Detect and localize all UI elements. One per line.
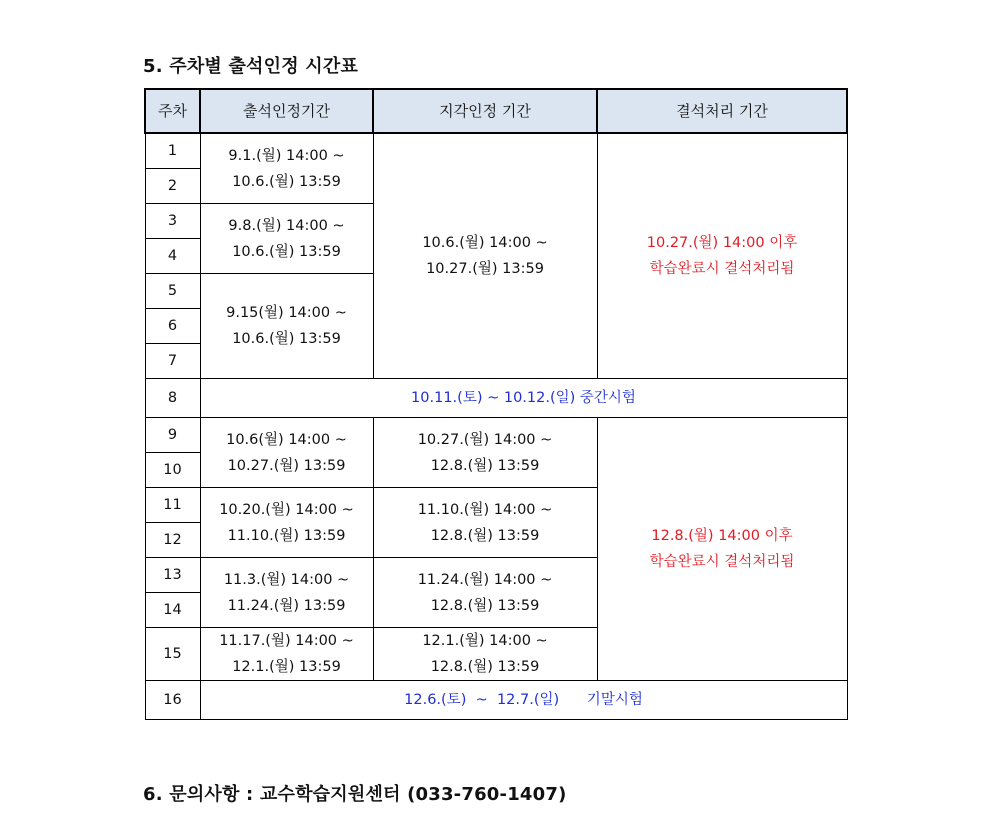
week-cell: 8 (145, 379, 200, 418)
week-cell: 4 (145, 239, 200, 274)
late-cell: 11.10.(월) 14:00 ~ 12.8.(월) 13:59 (373, 488, 597, 558)
midterm-exam-cell: 10.11.(토) ~ 10.12.(일) 중간시험 (200, 379, 847, 418)
week-cell: 14 (145, 593, 200, 628)
week-cell: 7 (145, 344, 200, 379)
late-cell: 12.1.(월) 14:00 ~ 12.8.(월) 13:59 (373, 628, 597, 681)
table-row (145, 418, 847, 453)
attendance-cell: 9.1.(월) 14:00 ~ 10.6.(월) 13:59 (200, 133, 373, 204)
section-6-title: 6. 문의사항 : 교수학습지원센터 (033-760-1407) (143, 784, 567, 805)
attendance-schedule-table (144, 88, 848, 720)
table-header-row (145, 89, 847, 133)
week-cell: 1 (145, 133, 200, 169)
header-attendance-period: 출석인정기간 (200, 89, 373, 133)
attendance-cell: 11.3.(월) 14:00 ~ 11.24.(월) 13:59 (200, 558, 373, 628)
week-cell: 9 (145, 418, 200, 453)
week-cell: 12 (145, 523, 200, 558)
week-cell: 6 (145, 309, 200, 344)
week-cell: 10 (145, 453, 200, 488)
attendance-cell: 10.6(월) 14:00 ~ 10.27.(월) 13:59 (200, 418, 373, 488)
header-late-period: 지각인정 기간 (373, 89, 597, 133)
final-exam-cell: 12.6.(토) ~ 12.7.(일) 기말시험 (200, 681, 847, 720)
attendance-cell: 11.17.(월) 14:00 ~ 12.1.(월) 13:59 (200, 628, 373, 681)
header-week: 주차 (145, 89, 200, 133)
section-5-title: 5. 주차별 출석인정 시간표 (143, 56, 359, 77)
table-row (145, 379, 847, 418)
table-row (145, 681, 847, 720)
header-absence-period: 결석처리 기간 (597, 89, 847, 133)
week-cell: 13 (145, 558, 200, 593)
absence-cell: 12.8.(월) 14:00 이후 학습완료시 결석처리됨 (597, 418, 847, 681)
attendance-cell: 9.15(월) 14:00 ~ 10.6.(월) 13:59 (200, 274, 373, 379)
late-cell: 10.27.(월) 14:00 ~ 12.8.(월) 13:59 (373, 418, 597, 488)
absence-cell: 10.27.(월) 14:00 이후 학습완료시 결석처리됨 (597, 133, 847, 379)
attendance-cell: 10.20.(월) 14:00 ~ 11.10.(월) 13:59 (200, 488, 373, 558)
late-cell: 11.24.(월) 14:00 ~ 12.8.(월) 13:59 (373, 558, 597, 628)
week-cell: 2 (145, 169, 200, 204)
week-cell: 5 (145, 274, 200, 309)
week-cell: 16 (145, 681, 200, 720)
attendance-cell: 9.8.(월) 14:00 ~ 10.6.(월) 13:59 (200, 204, 373, 274)
week-cell: 3 (145, 204, 200, 239)
week-cell: 11 (145, 488, 200, 523)
table-row (145, 133, 847, 169)
week-cell: 15 (145, 628, 200, 681)
late-cell: 10.6.(월) 14:00 ~ 10.27.(월) 13:59 (373, 133, 597, 379)
